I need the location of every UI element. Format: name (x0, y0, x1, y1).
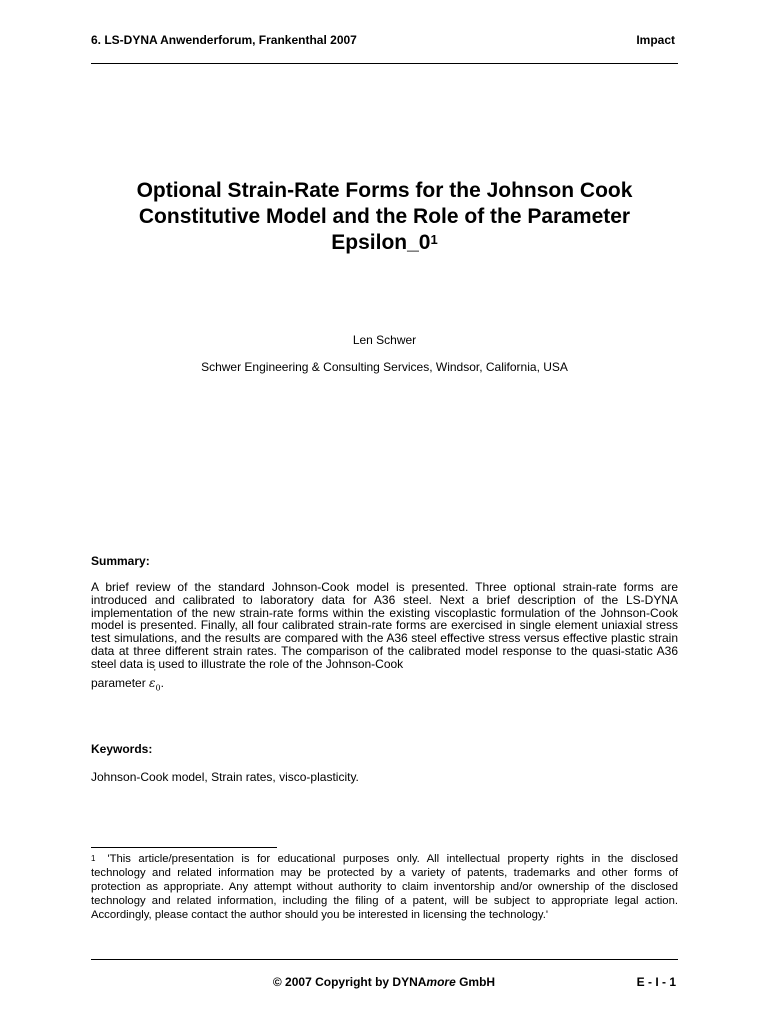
copyright-suffix: GmbH (455, 975, 496, 989)
footnote-text: 'This article/presentation is for educational purposes only. All intellectual property rights in the disclosed technology and related information may be protected by a variety of patents, trademarks and other forms of protection as appropriate. Any attempt without authority to claim inventorship and/or ownership of the disclosed technology and related information, including the filing of a patent, will be subject to appropriate legal action. Accordingly, please contact the author should you be interested in licensing the technology.' (91, 853, 678, 921)
title-footnote-mark: 1 (430, 232, 438, 247)
symbol-epsilon: ε (149, 675, 156, 690)
summary-last-line-suffix: . (160, 675, 164, 690)
title-line-3-text: Epsilon_0 (331, 231, 431, 254)
summary-heading: Summary: (91, 554, 150, 568)
summary-last-line-prefix: parameter (91, 675, 146, 690)
footnote-rule (91, 847, 277, 848)
paper-title (91, 178, 678, 256)
keywords-heading: Keywords: (91, 742, 153, 756)
symbol-dot: ˙ (152, 667, 158, 681)
summary-paragraph (91, 581, 678, 695)
running-header-section: Impact (636, 33, 675, 47)
author-name: Len Schwer (352, 333, 417, 347)
epsilon-dot-zero-symbol (149, 667, 161, 692)
footnote (91, 852, 678, 922)
title-line-2: Constitutive Model and the Role of the Parameter (138, 205, 631, 228)
title-line-3 (91, 230, 678, 256)
summary-text: A brief review of the standard Johnson-Cook model is presented. Three optional strain-rate forms are introduced and calibrated to laboratory data for A36 steel. Next a brief description of the LS-DYNA implementation of the new strain-rate forms within the existing viscoplastic formulation of the Johnson-Cook model is presented. Finally, all four calibrated strain-rate forms are exercised in single element uniaxial stress test simulations, and the results are compared with the A36 steel effective stress versus effective plastic strain data at three different strain rates. The comparison of the calibrated model response to the quasi-static A36 steel data is used to illustrate the role of the Johnson-Cook (91, 580, 678, 671)
symbol-subscript: 0 (155, 682, 161, 692)
page-number: E - I - 1 (636, 975, 676, 989)
copyright-italic: more (426, 975, 456, 989)
copyright-prefix: © 2007 Copyright by DYNA (272, 975, 427, 989)
title-line-1: Optional Strain-Rate Forms for the Johnson Cook (136, 179, 633, 202)
footer-rule (91, 959, 678, 960)
running-header-conference: 6. LS-DYNA Anwenderforum, Frankenthal 2007 (91, 33, 357, 47)
keywords-text: Johnson-Cook model, Strain rates, visco-plasticity. (91, 770, 359, 784)
author-affiliation: Schwer Engineering & Consulting Services, Windsor, California, USA (201, 360, 568, 374)
footnote-mark: 1 (91, 854, 96, 863)
summary-last-line (91, 667, 164, 695)
header-rule (91, 63, 678, 64)
